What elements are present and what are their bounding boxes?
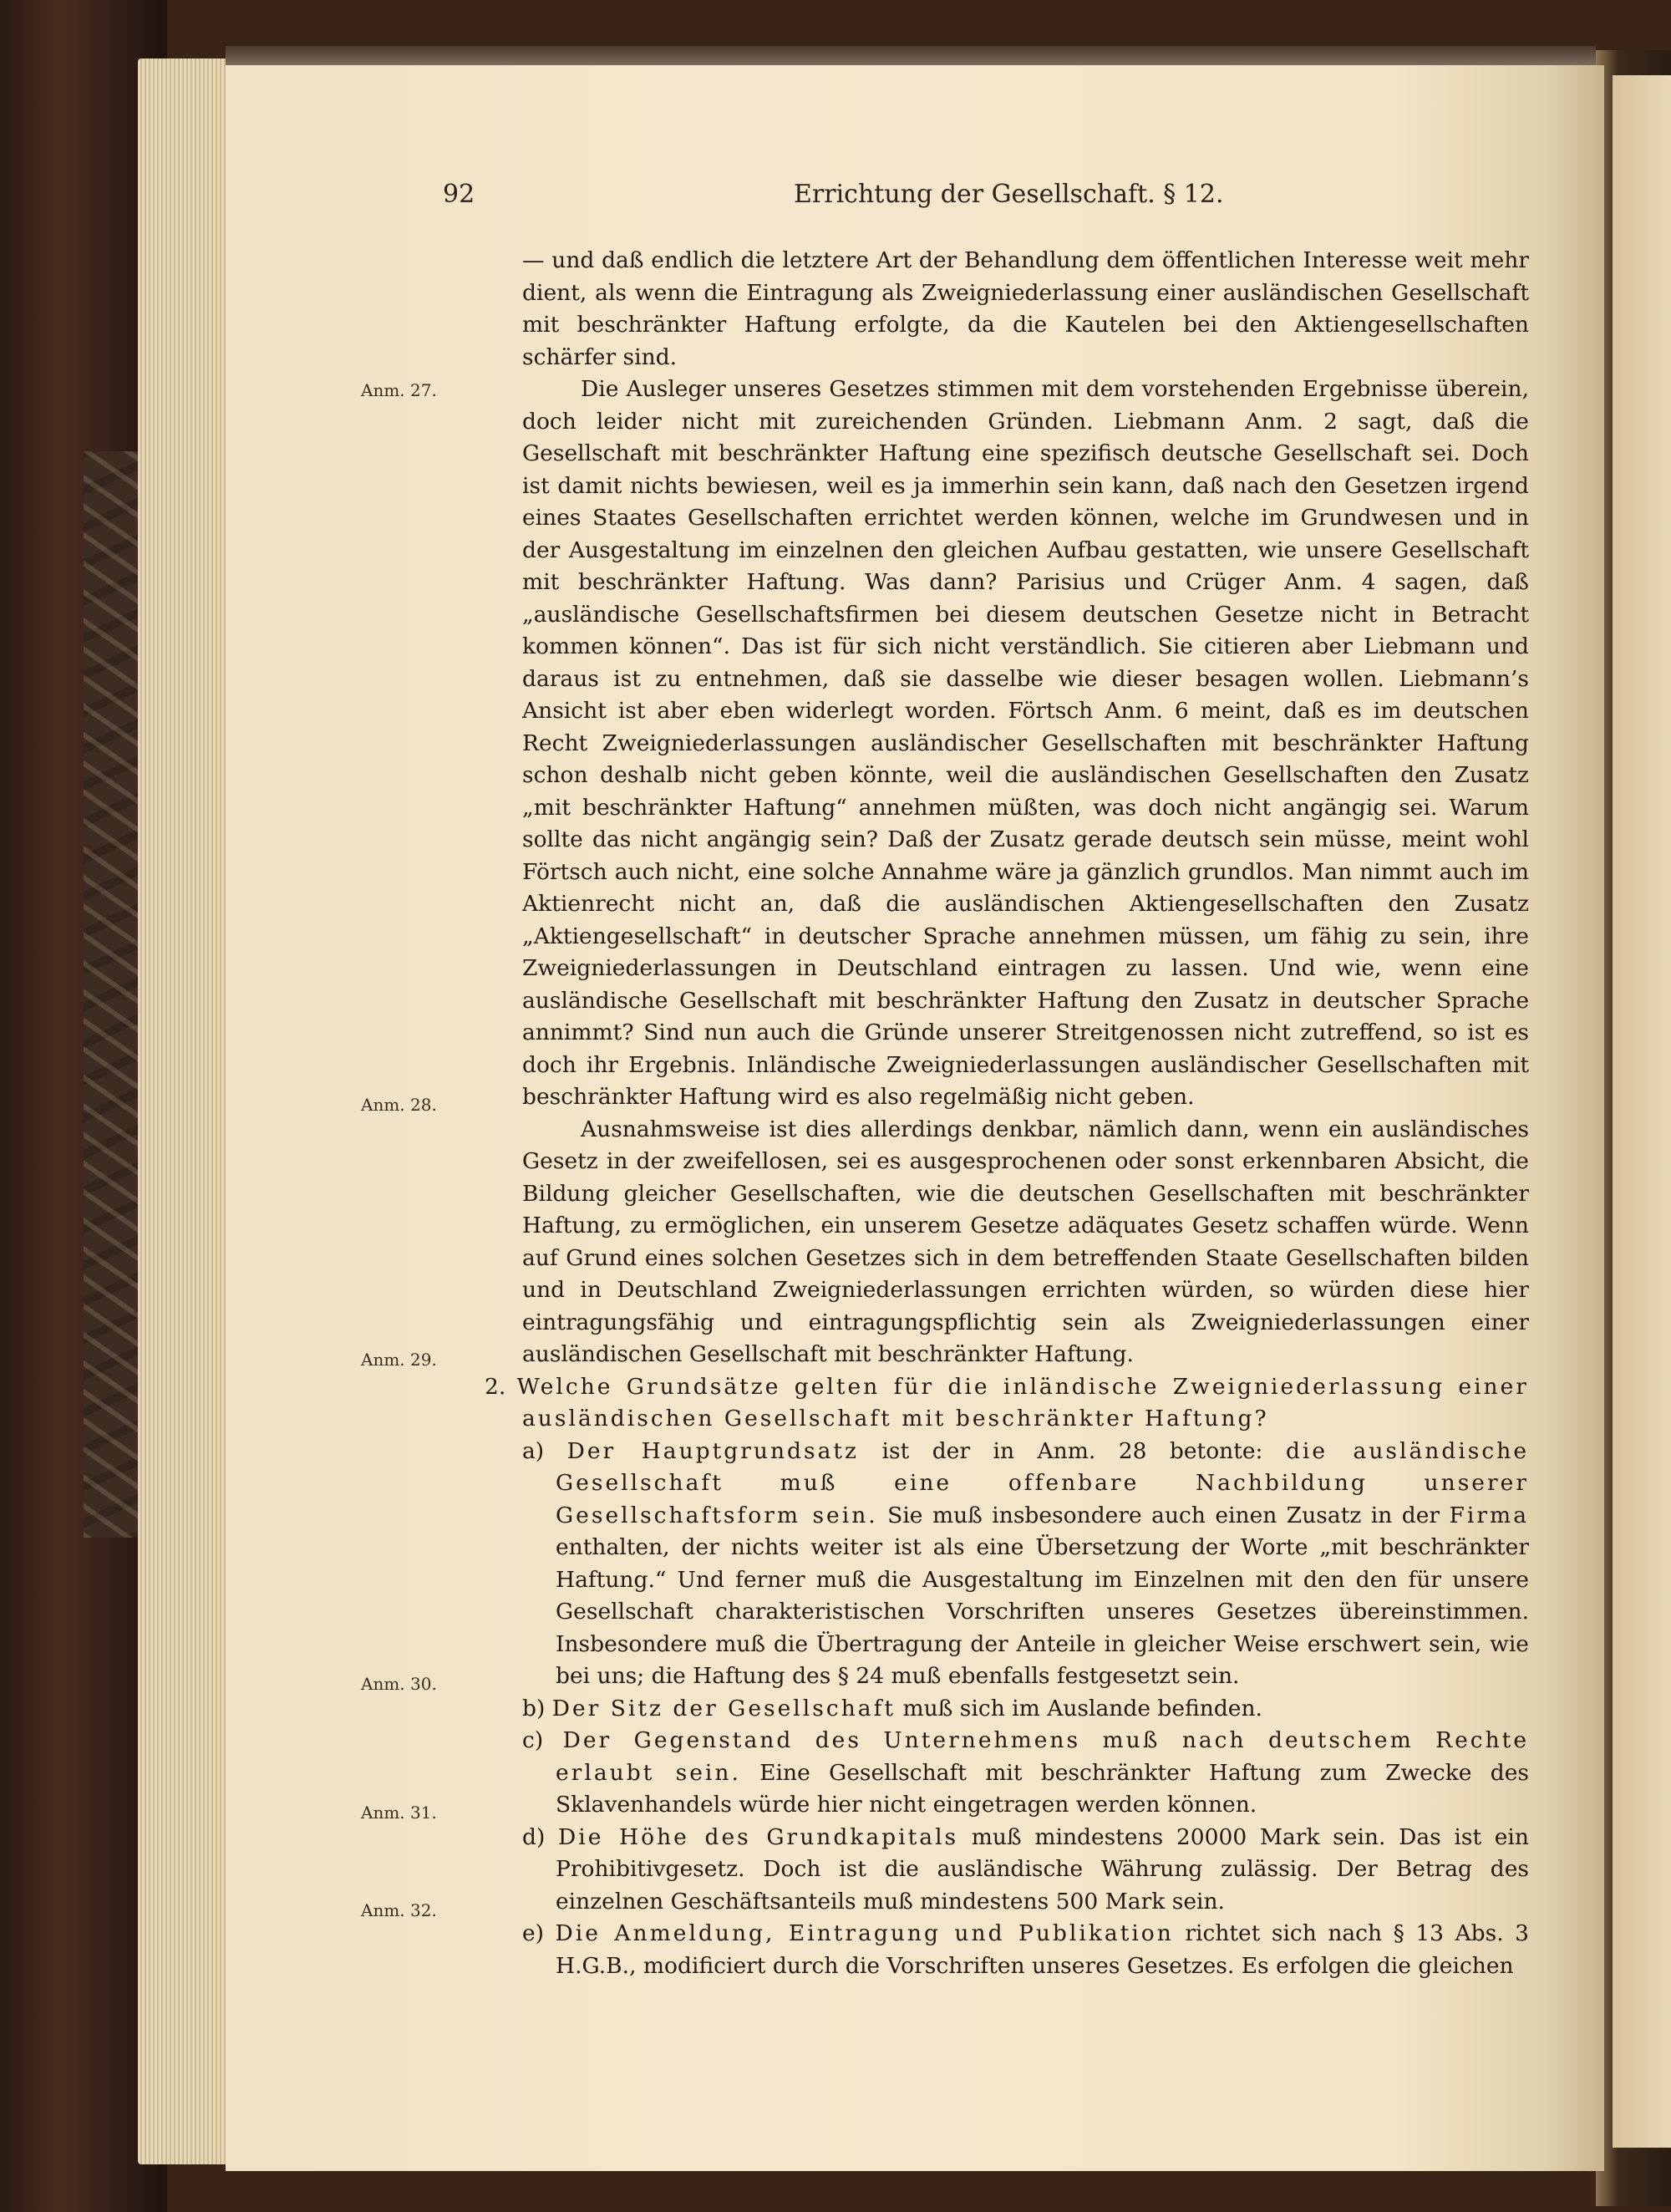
paragraph-anm-28: Ausnahmsweise ist dies allerdings denkbar, nämlich dann, wenn ein ausländisches Gesetz in der zweifellosen, sei es ausgesprochenen oder sonst erkennbaren Absicht, die Bildung gleicher Gesellschaften, wie die deutschen Gesellschaften mit beschränkter Haftung, zu ermöglichen, ein unserem Gesetze adäquates Gesetz schaffen würde. Wenn auf Grund eines solchen Gesetzes sich in dem betreffenden Staate Gesellschaften bilden und in Deutschland Zweigniederlassungen errichten würden, so würden diese hier eintragungsfähig und eintragungspflichtig sein als Zweigniederlassungen einer ausländischen Gesellschaft mit beschränkter Haftung. xyxy=(522,1116,1529,1367)
body-text xyxy=(485,245,1529,1982)
page-stack-edge xyxy=(138,58,230,2164)
margin-note-anm-27: Anm. 27. xyxy=(361,380,437,400)
section-number: 2. xyxy=(485,1373,506,1400)
emphasis: die ausländische Gesellschaft muß eine offenbare Nachbildung unserer Gesellschaftsform sein. xyxy=(556,1437,1529,1528)
emphasis: Der Gegenstand des Unternehmens muß nach deutschem Rechte erlaubt sein. xyxy=(556,1727,1529,1786)
section-heading-2 xyxy=(485,1371,1529,1436)
marbled-cover-edge xyxy=(84,451,142,1538)
list-item-b xyxy=(522,1693,1529,1726)
list-item-e xyxy=(522,1918,1529,1982)
emphasis: Die Anmeldung, Eintragung und Publikation xyxy=(555,1920,1174,1946)
margin-note-anm-31: Anm. 31. xyxy=(361,1803,437,1823)
emphasis: Der Hauptgrundsatz xyxy=(566,1437,860,1464)
list-item-d xyxy=(522,1822,1529,1919)
item-label: e) xyxy=(522,1920,545,1946)
item-label: d) xyxy=(522,1823,546,1850)
paragraph-anm-27: Die Ausleger unseres Gesetzes stimmen mit dem vorstehenden Ergebnisse überein, doch leider nicht mit zureichenden Gründen. Liebmann Anm. 2 sagt, daß die Gesellschaft mit beschränkter Haftung eine spezifisch deutsche Gesellschaft sei. Doch ist damit nichts bewiesen, weil es ja immerhin sein kann, daß nach den Gesetzen irgend eines Staates Gesellschaften errichtet werden können, welche im Grundwesen und in der Ausgestaltung im einzelnen den gleichen Aufbau gestatten, wie unsere Gesellschaft mit beschränkter Haftung. Was dann? Parisius und Crüger Anm. 4 sagen, daß „ausländische Gesellschaftsfirmen bei diesem deutschen Gesetze nicht in Betracht kommen können“. Das ist für sich nicht verständlich. Sie citieren aber Liebmann und daraus ist zu entnehmen, daß sie dasselbe wie dieser besagen wollen. Liebmann’s Ansicht ist aber eben widerlegt worden. Förtsch Anm. 6 meint, daß es im deutschen Recht Zweigniederlassungen ausländischer Gesellschaften mit beschränkter Haftung schon deshalb nicht geben könnte, weil die ausländischen Gesellschaften den Zusatz „mit beschränkter Haftung“ annehmen müßten, was doch nicht angängig sei. Warum sollte das nicht angängig sein? Daß der Zusatz gerade deutsch sein müsse, meint wohl Förtsch auch nicht, eine solche Annahme wäre ja gänzlich grundlos. Man nimmt auch im Aktienrecht nicht an, daß die ausländischen Aktiengesellschaften den Zusatz „Aktiengesellschaft“ in deutscher Sprache annehmen müssen, um fähig zu sein, ihre Zweigniederlassungen in Deutschland eintragen zu lassen. Und wie, wenn eine ausländische Gesellschaft mit beschränkter Haftung den Zusatz in deutscher Sprache annimmt? Sind nun auch die Gründe unserer Streitgenossen nicht zutreffend, so ist es doch ihr Ergebnis. Inländische Zweigniederlassungen ausländischer Gesellschaften mit beschränkter Haftung wird es also regelmäßig nicht geben. xyxy=(522,376,1529,1110)
facing-page-edge xyxy=(1613,75,1671,2148)
margin-note-anm-32: Anm. 32. xyxy=(361,1900,437,1920)
running-title: Errichtung der Gesellschaft. § 12. xyxy=(794,180,1224,209)
item-label: a) xyxy=(522,1437,545,1464)
paragraph-continuation: — und daß endlich die letztere Art der Behandlung dem öffentlichen Interesse weit mehr dient, als wenn die Eintragung als Zweigniederlassung einer ausländischen Gesellschaft mit beschränkter Haftung erfolgte, da die Kautelen bei den Aktiengesellschaften schärfer sind. xyxy=(522,247,1529,370)
section-question: Welche Grundsätze gelten für die inländische Zweigniederlassung einer ausländischen Gesellschaft mit beschränkter Haftung? xyxy=(516,1373,1529,1431)
item-text: Sie muß insbesondere auch einen Zusatz in der xyxy=(877,1502,1450,1528)
list-item-a xyxy=(522,1436,1529,1693)
emphasis: Firma xyxy=(1449,1502,1529,1528)
emphasis: Der Sitz der Gesellschaft xyxy=(551,1695,896,1721)
item-text: Eine Gesellschaft mit beschränkter Haftung zum Zwecke des Sklavenhandels würde hier nicht eingetragen werden können. xyxy=(556,1759,1529,1818)
page-number: 92 xyxy=(443,180,475,209)
list-item-c xyxy=(522,1725,1529,1822)
item-text: muß mindestens 20000 Mark sein. Das ist ein Prohibitivgesetz. Doch ist die ausländische Währung zulässig. Der Betrag des einzelnen Geschäftsanteils muß mindestens 500 Mark sein. xyxy=(556,1823,1529,1915)
item-text: muß sich im Auslande befinden. xyxy=(896,1695,1262,1721)
item-label: c) xyxy=(522,1727,544,1753)
item-text: ist der in Anm. 28 betonte: xyxy=(859,1437,1286,1464)
emphasis: Die Höhe des Grundkapitals xyxy=(557,1823,959,1850)
margin-note-anm-28: Anm. 28. xyxy=(361,1095,437,1115)
item-label: b) xyxy=(522,1695,546,1721)
page-header xyxy=(443,180,1529,221)
margin-note-anm-29: Anm. 29. xyxy=(361,1350,437,1370)
item-text: enthalten, der nichts weiter ist als eine Übersetzung der Worte „mit beschränkter Haftung.“ Und ferner muß die Ausgestaltung im Einzelnen mit den den für unsere Gesellschaft charakteristischen Vorschriften unseres Gesetzes übereinstimmen. Insbesondere muß die Übertragung der Anteile in gleicher Weise erschwert sein, wie bei uns; die Haftung des § 24 muß ebenfalls festgesetzt sein. xyxy=(556,1534,1529,1689)
margin-note-anm-30: Anm. 30. xyxy=(361,1674,437,1694)
item-text: richtet sich nach § 13 Abs. 3 H.G.B., modificiert durch die Vorschriften unseres Gesetzes. Es erfolgen die gleichen xyxy=(556,1920,1529,1979)
